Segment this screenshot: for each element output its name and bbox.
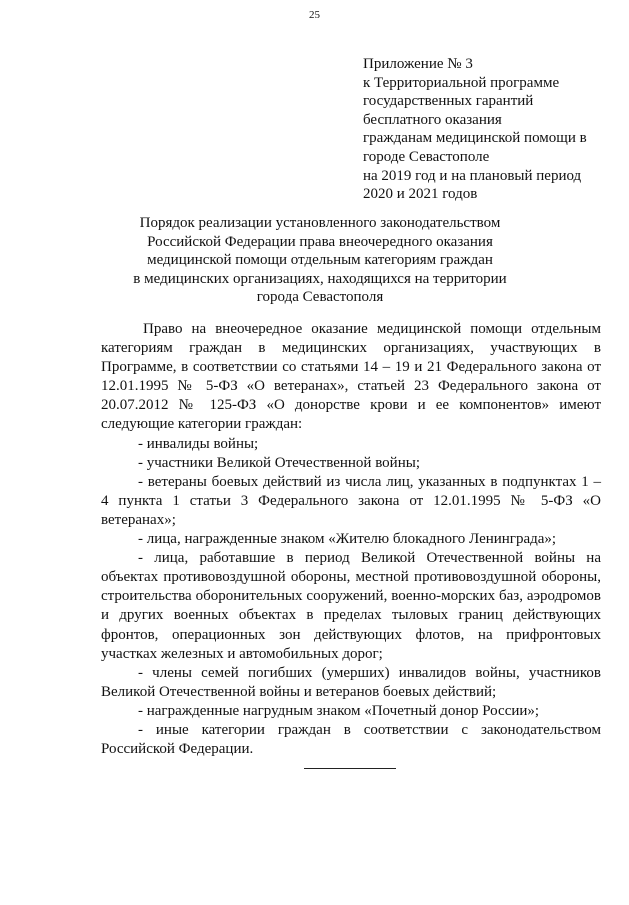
- category-item: - инвалиды войны;: [138, 435, 259, 452]
- intro-paragraph: Право на внеочередное оказание медицинской помощи отдельным категориям граждан в медицинских организациях, участвующих в Программе, в соответствии со статьями 14 – 19 и 21 Федерального закона от 12.01.1995 № 5-ФЗ «О ветеранах», статьей 23 Федерального закона от 20.07.2012 № 125-ФЗ «О донорстве крови и ее компонентов» имеют следующие категории граждан:: [101, 321, 601, 433]
- title-line: Порядок реализации установленного законодательством: [139, 215, 501, 231]
- appendix-line: городе Севастополе: [363, 148, 490, 165]
- appendix-line: Приложение № 3: [363, 56, 473, 72]
- title-line: медицинской помощи отдельным категориям граждан: [147, 252, 493, 269]
- category-item: - лица, награжденные знаком «Жителю блокадного Ленинграда»;: [138, 531, 557, 548]
- appendix-line: государственных гарантий: [363, 93, 534, 110]
- appendix-header: [363, 55, 603, 204]
- title-line: в медицинских организациях, находящихся на территории: [133, 270, 507, 287]
- category-item: - награжденные нагрудным знаком «Почетный донор России»;: [138, 702, 540, 719]
- category-item: - лица, работавшие в период Великой Отечественной войны на объектах противовоздушной обороны, местной противовоздушной обороны, строительства оборонительных сооружений, военно-морских баз, аэродромов и других военных объектах в пределах тыловых границ действующих фронтов, операционных зон действующих флотов, на прифронтовых участках железных и автомобильных дорог;: [101, 550, 601, 662]
- end-divider-line: [304, 768, 396, 769]
- document-title: [100, 214, 540, 307]
- appendix-line: к Территориальной программе: [363, 74, 560, 91]
- appendix-line: на 2019 год и на плановый период: [363, 167, 582, 184]
- category-item: - ветераны боевых действий из числа лиц, указанных в подпунктах 1 – 4 пункта 1 статьи 3 Федерального закона от 12.01.1995 № 5-ФЗ «О ветеранах»;: [101, 473, 601, 528]
- appendix-line: 2020 и 2021 годов: [363, 186, 478, 203]
- category-item: - участники Великой Отечественной войны;: [138, 454, 420, 471]
- category-item: - члены семей погибших (умерших) инвалидов войны, участников Великой Отечественной войны и ветеранов боевых действий;: [101, 664, 601, 700]
- appendix-line: бесплатного оказания: [363, 111, 502, 128]
- appendix-line: гражданам медицинской помощи в: [363, 130, 587, 147]
- title-line: города Севастополя: [256, 289, 384, 306]
- document-body: [101, 320, 601, 759]
- title-line: Российской Федерации права внеочередного оказания: [147, 233, 493, 250]
- page-number: 25: [309, 9, 320, 21]
- category-item: - иные категории граждан в соответствии с законодательством Российской Федерации.: [101, 721, 601, 758]
